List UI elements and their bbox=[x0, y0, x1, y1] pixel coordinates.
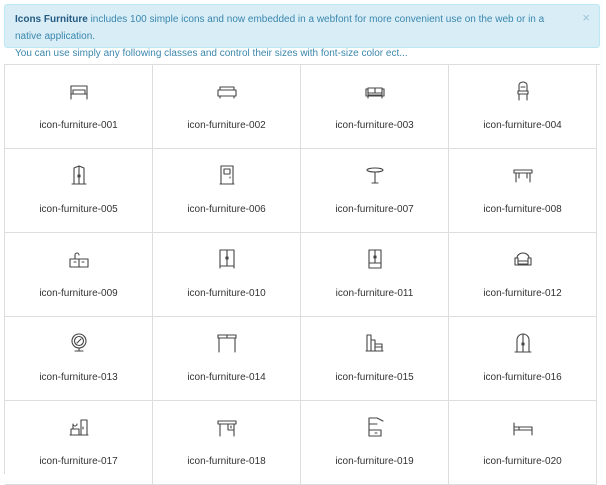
alert-text-line2: You can use simply any following classes and control their sizes with font-size color ect... bbox=[15, 48, 408, 59]
icon-card[interactable] bbox=[301, 233, 449, 317]
icon-card[interactable] bbox=[153, 401, 301, 485]
icon-card[interactable] bbox=[5, 233, 153, 317]
writing-desk-icon bbox=[215, 415, 239, 439]
icon-card-label: icon-furniture-001 bbox=[39, 120, 118, 131]
wardrobe-icon bbox=[67, 163, 91, 187]
icon-card-label: icon-furniture-003 bbox=[335, 120, 414, 131]
bookcase-icon bbox=[363, 415, 387, 439]
icon-card[interactable] bbox=[449, 149, 597, 233]
icon-card[interactable] bbox=[301, 149, 449, 233]
icon-card[interactable] bbox=[449, 65, 597, 149]
icon-card[interactable] bbox=[153, 149, 301, 233]
icon-card-label: icon-furniture-016 bbox=[483, 372, 562, 383]
bed-side-icon bbox=[511, 415, 535, 439]
icon-card[interactable] bbox=[5, 149, 153, 233]
icon-card[interactable] bbox=[449, 317, 597, 401]
sink-cabinet-icon bbox=[67, 247, 91, 271]
icon-card[interactable] bbox=[153, 65, 301, 149]
icon-card-label: icon-furniture-019 bbox=[335, 456, 414, 467]
icon-card-label: icon-furniture-018 bbox=[187, 456, 266, 467]
icon-card-label: icon-furniture-007 bbox=[335, 204, 414, 215]
door-icon bbox=[215, 163, 239, 187]
table-icon bbox=[511, 163, 535, 187]
icon-card[interactable] bbox=[301, 65, 449, 149]
alert-text-line1: includes 100 simple icons and now embedded in a webfont for more convenient use on the web or in a native application. bbox=[15, 14, 545, 42]
cabinet-icon bbox=[215, 247, 239, 271]
icon-card-label: icon-furniture-011 bbox=[335, 288, 414, 299]
icon-card-label: icon-furniture-004 bbox=[483, 120, 562, 131]
icon-card-label: icon-furniture-009 bbox=[39, 288, 118, 299]
chair-icon bbox=[511, 79, 535, 103]
icon-card[interactable] bbox=[5, 65, 153, 149]
icon-card[interactable] bbox=[153, 233, 301, 317]
icon-grid bbox=[4, 64, 600, 474]
icon-card[interactable] bbox=[5, 317, 153, 401]
sofa-icon bbox=[215, 79, 239, 103]
arched-door-icon bbox=[511, 331, 535, 355]
icon-card-label: icon-furniture-012 bbox=[483, 288, 562, 299]
armchair-icon bbox=[511, 247, 535, 271]
icon-card-label: icon-furniture-005 bbox=[39, 204, 118, 215]
close-icon[interactable]: × bbox=[582, 10, 590, 25]
icon-card-label: icon-furniture-010 bbox=[187, 288, 266, 299]
icon-card-label: icon-furniture-020 bbox=[483, 456, 562, 467]
mirror-icon bbox=[67, 331, 91, 355]
icon-card-label: icon-furniture-015 bbox=[335, 372, 414, 383]
icon-card-label: icon-furniture-017 bbox=[39, 456, 118, 467]
icon-card[interactable] bbox=[301, 401, 449, 485]
icon-card[interactable] bbox=[301, 317, 449, 401]
icon-card[interactable] bbox=[449, 401, 597, 485]
couch-icon bbox=[363, 79, 387, 103]
round-table-icon bbox=[363, 163, 387, 187]
icon-card-label: icon-furniture-008 bbox=[483, 204, 562, 215]
bed-icon bbox=[67, 79, 91, 103]
desk-icon bbox=[215, 331, 239, 355]
icon-card-label: icon-furniture-013 bbox=[39, 372, 118, 383]
alert-title: Icons Furniture bbox=[15, 14, 88, 25]
info-alert bbox=[4, 4, 600, 59]
icon-card[interactable] bbox=[5, 401, 153, 485]
icon-card[interactable] bbox=[449, 233, 597, 317]
cupboard-icon bbox=[363, 247, 387, 271]
icon-card-label: icon-furniture-006 bbox=[187, 204, 266, 215]
shelf-icon bbox=[363, 331, 387, 355]
icon-card[interactable] bbox=[153, 317, 301, 401]
icon-card-label: icon-furniture-002 bbox=[187, 120, 266, 131]
icon-card-label: icon-furniture-014 bbox=[187, 372, 266, 383]
bathroom-icon bbox=[67, 415, 91, 439]
